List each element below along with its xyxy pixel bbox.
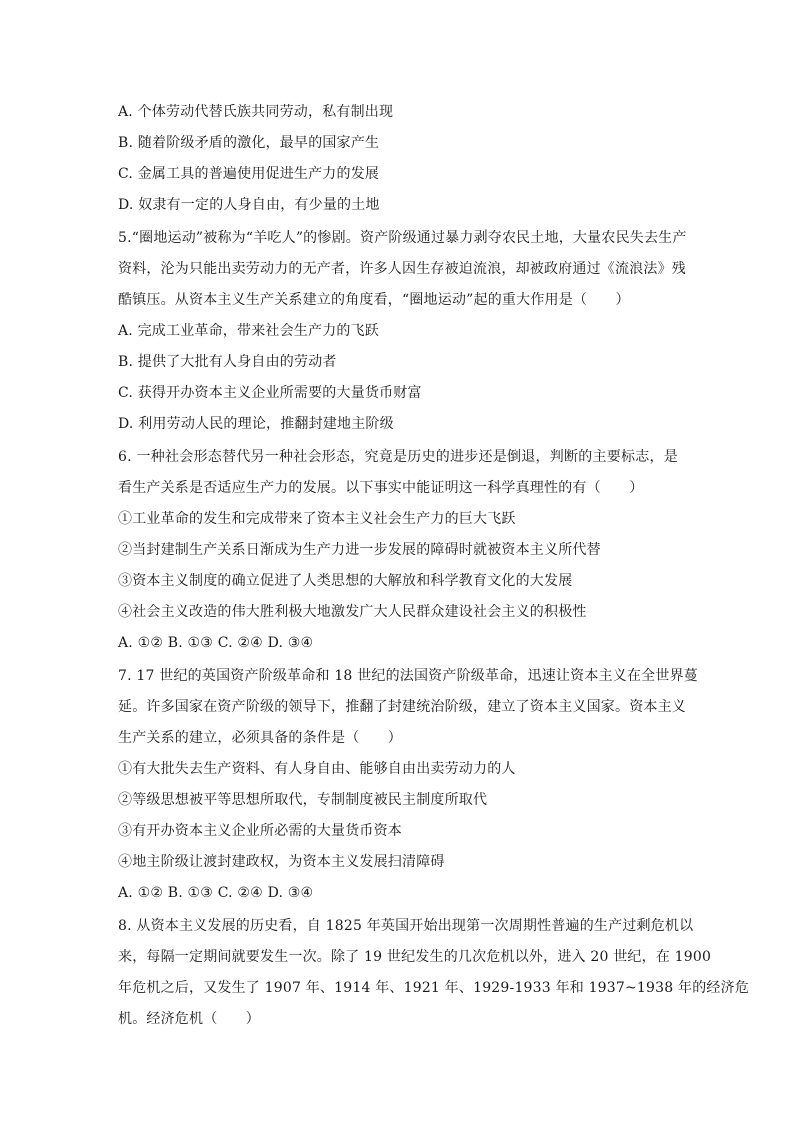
option-c-q4: C. 金属工具的普遍使用促进生产力的发展	[118, 166, 380, 182]
option-a-q5: A. 完成工业革命，带来社会生产力的飞跃	[118, 323, 380, 339]
option-a-q4: A. 个体劳动代替氏族共同劳动，私有制出现	[118, 104, 394, 120]
statement-3-q6: ③资本主义制度的确立促进了人类思想的大解放和科学教育文化的大发展	[118, 573, 573, 589]
option-c-q5: C. 获得开办资本主义企业所需要的大量货币财富	[118, 385, 422, 401]
question-6-line-2: 看生产关系是否适应生产力的发展。以下事实中能证明这一科学真理性的有（ ）	[118, 480, 644, 496]
statement-2-q6: ②当封建制生产关系日渐成为生产力进一步发展的障碍时就被资本主义所代替	[118, 542, 601, 558]
answer-options-q6: A. ①② B. ①③ C. ②④ D. ③④	[118, 635, 314, 651]
statement-2-q7: ②等级思想被平等思想所取代，专制制度被民主制度所取代	[118, 792, 488, 808]
answer-options-q7: A. ①② B. ①③ C. ②④ D. ③④	[118, 885, 314, 901]
statement-1-q6: ①工业革命的发生和完成带来了资本主义社会生产力的巨大飞跃	[118, 511, 516, 527]
question-7-line-2: 延。许多国家在资产阶级的领导下，推翻了封建统治阶级，建立了资本主义国家。资本主义	[118, 699, 686, 715]
statement-3-q7: ③有开办资本主义企业所必需的大量货币资本	[118, 823, 402, 839]
statement-4-q6: ④社会主义改造的伟大胜利极大地激发广大人民群众建设社会主义的积极性	[118, 604, 587, 620]
question-8-line-4: 机。经济危机（ ）	[118, 1011, 260, 1027]
question-5-line-3: 酷镇压。从资本主义生产关系建立的角度看，“圈地运动”起的重大作用是（ ）	[118, 292, 630, 308]
question-8-line-1: 8. 从资本主义发展的历史看，自 1825 年英国开始出现第一次周期性普遍的生产过剩危机以	[118, 918, 694, 934]
question-5-line-2: 资料，沦为只能出卖劳动力的无产者，许多人因生存被迫流浪，却被政府通过《流浪法》残	[118, 261, 686, 277]
question-8-line-2: 来，每隔一定期间就要发生一次。除了 19 世纪发生的几次危机以外，进入 20 世纪，在 1900	[118, 949, 712, 965]
statement-1-q7: ①有大批失去生产资料、有人身自由、能够自由出卖劳动力的人	[118, 761, 516, 777]
option-d-q4: D. 奴隶有一定的人身自由，有少量的土地	[118, 197, 380, 213]
question-8-line-3: 年危机之后，又发生了 1907 年、1914 年、1921 年、1929-1933 年和 1937~1938 年的经济危	[118, 980, 750, 996]
statement-4-q7: ④地主阶级让渡封建政权，为资本主义发展扫清障碍	[118, 854, 445, 870]
question-7-line-1: 7. 17 世纪的英国资产阶级革命和 18 世纪的法国资产阶级革命，迅速让资本主义在全世界蔓	[118, 668, 698, 684]
question-5-line-1: 5.“圈地运动”被称为“羊吃人”的惨剧。资产阶级通过暴力剥夺农民土地，大量农民失去生产	[118, 230, 687, 246]
question-6-line-1: 6. 一种社会形态替代另一种社会形态，究竟是历史的进步还是倒退，判断的主要标志，是	[118, 449, 678, 465]
option-d-q5: D. 利用劳动人民的理论，推翻封建地主阶级	[118, 416, 394, 432]
option-b-q4: B. 随着阶级矛盾的激化，最早的国家产生	[118, 135, 380, 151]
question-7-line-3: 生产关系的建立，必须具备的条件是（ ）	[118, 730, 402, 746]
option-b-q5: B. 提供了大批有人身自由的劳动者	[118, 354, 337, 370]
